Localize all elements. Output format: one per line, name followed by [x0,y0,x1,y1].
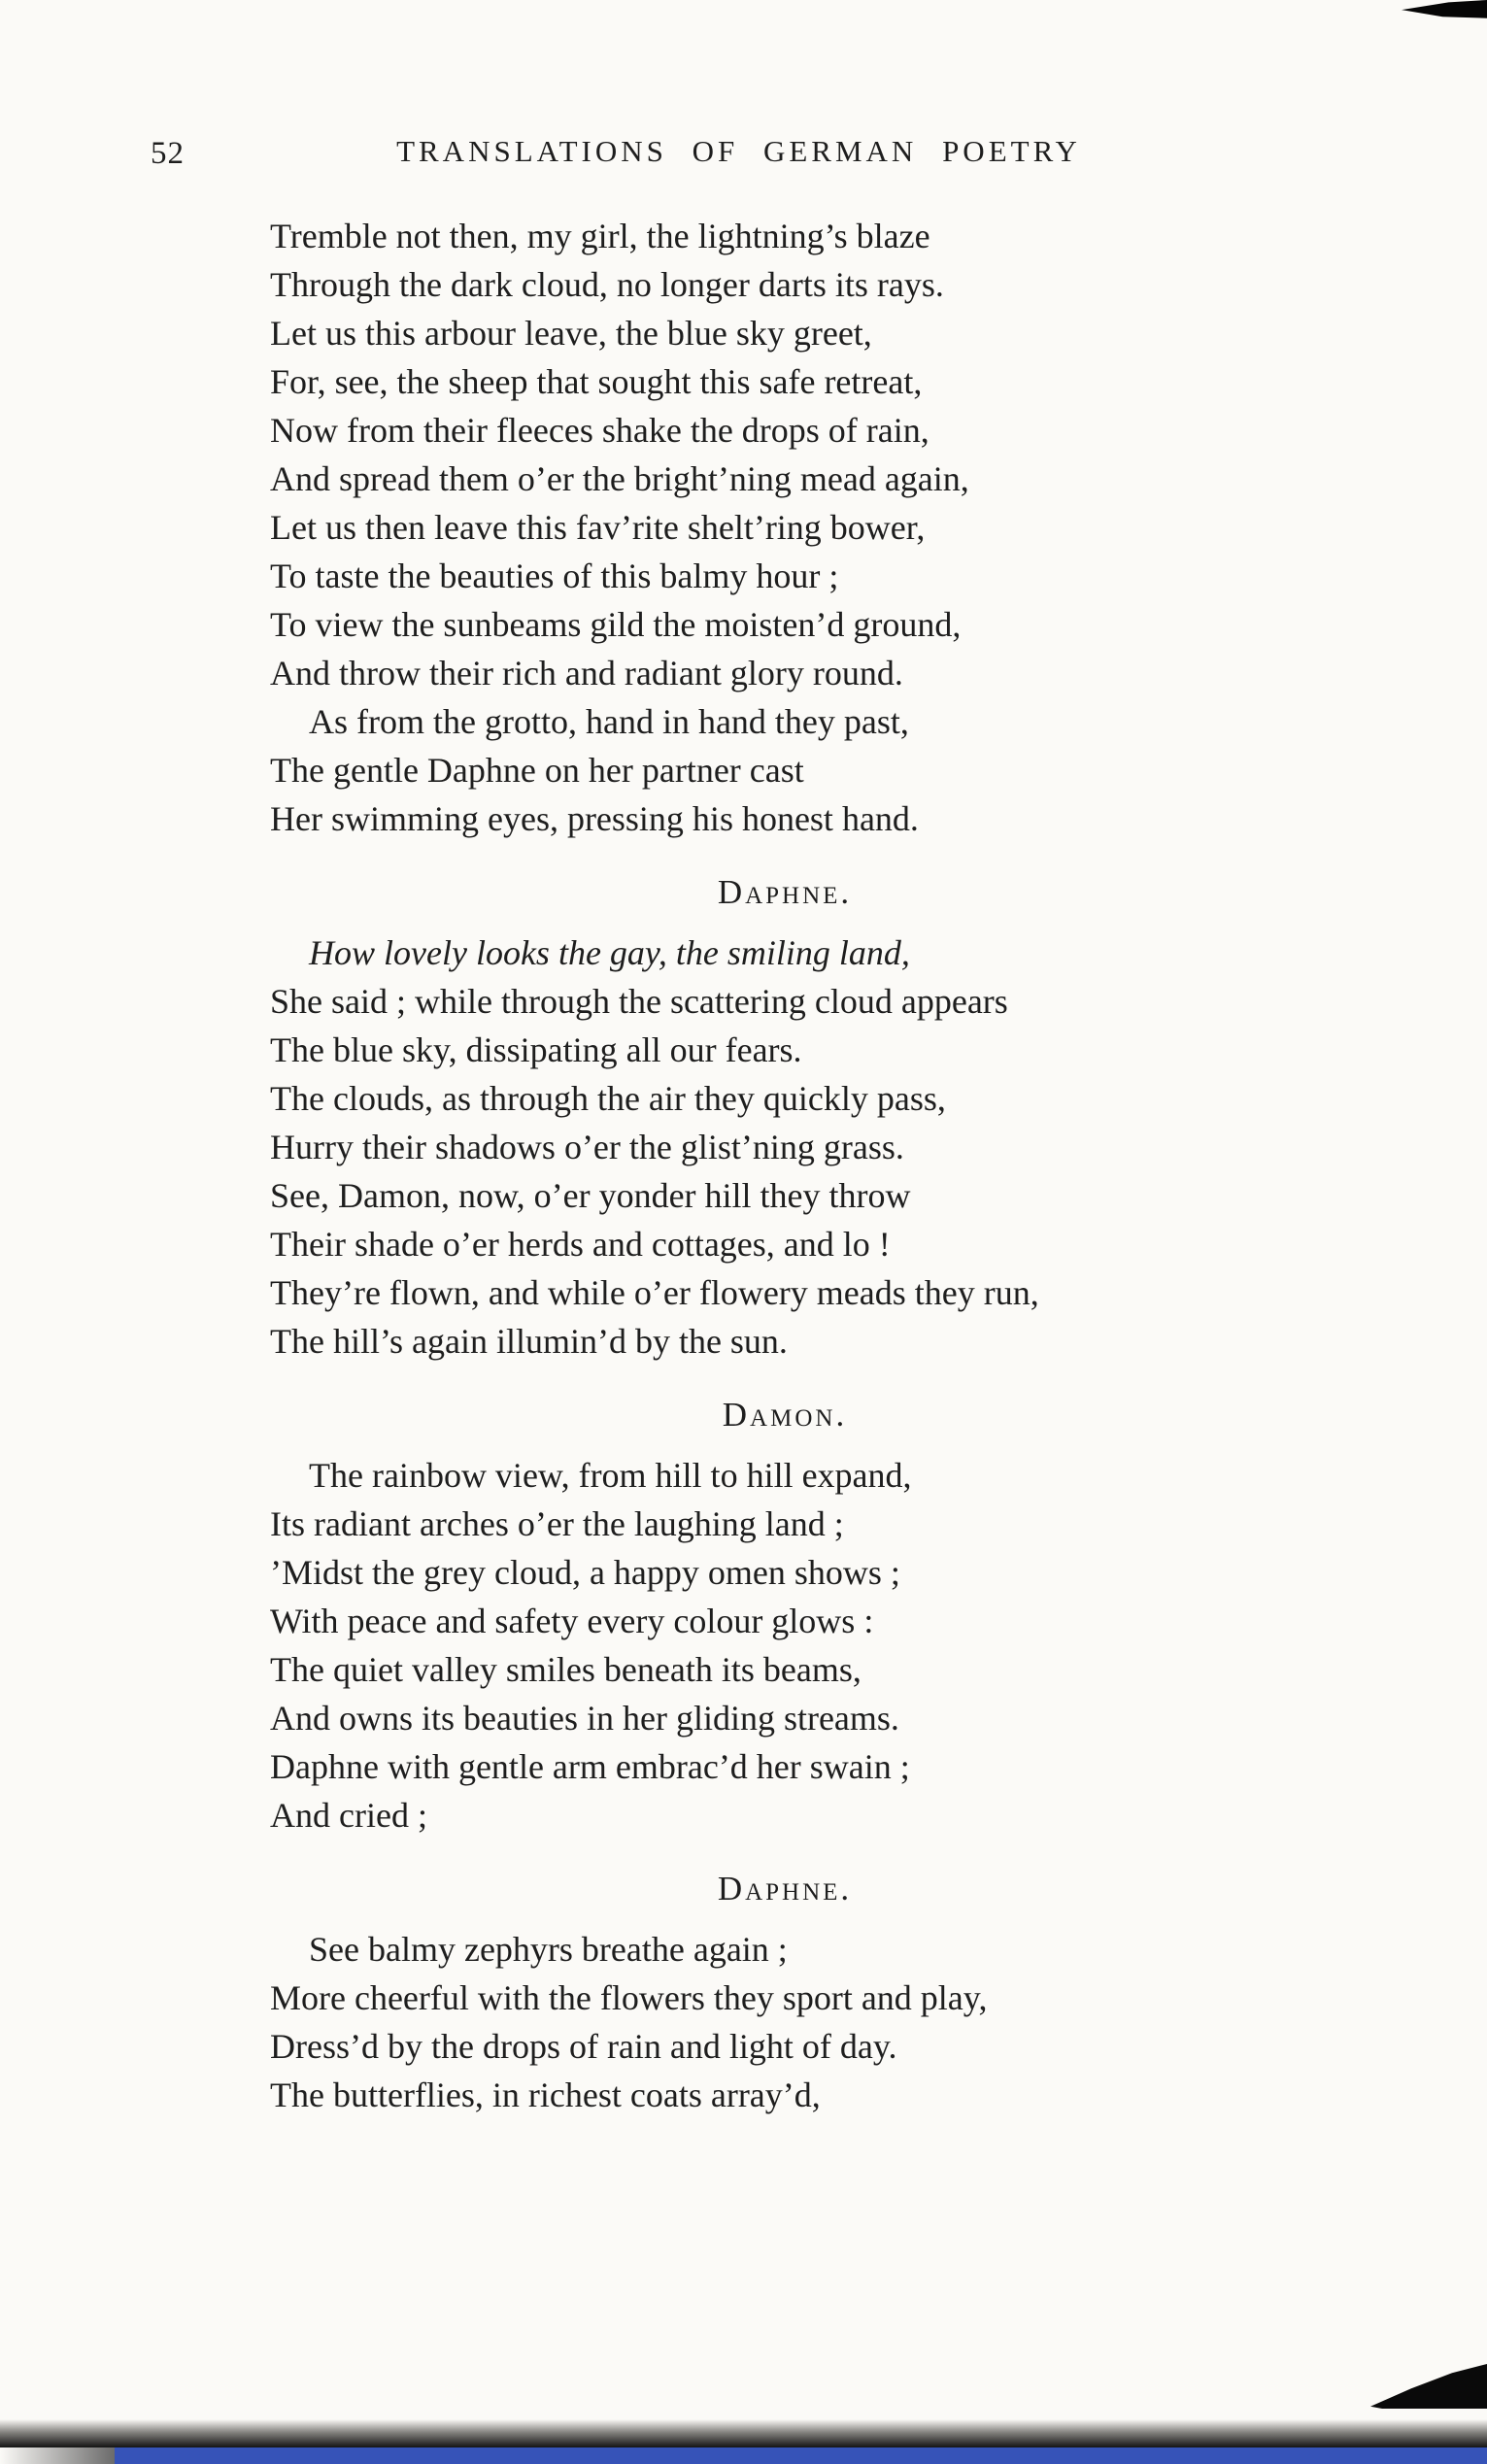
scan-bottom-edge-shadow [0,2419,1487,2448]
running-head: TRANSLATIONS OF GERMAN POETRY [396,134,1081,168]
poem-line: The gentle Daphne on her partner cast [270,751,804,790]
poem-line: The rainbow view, from hill to hill expand, [309,1456,912,1495]
scan-bottom-blue-strip [112,2447,1487,2464]
poem-line: And throw their rich and radiant glory round. [270,654,903,692]
stanza [270,1451,1300,1840]
poem-line: And owns its beauties in her gliding streams. [270,1699,899,1738]
poem-line: See balmy zephyrs breathe again ; [309,1930,788,1969]
poem-line: The clouds, as through the air they quickly pass, [270,1079,946,1118]
poem-line: To taste the beauties of this balmy hour ; [270,557,839,595]
poem-line: Tremble not then, my girl, the lightning’s blaze [270,217,930,255]
poem-line: The quiet valley smiles beneath its beams, [270,1650,862,1689]
poem-line: The blue sky, dissipating all our fears. [270,1030,802,1069]
scan-mark-top-right [1402,0,1487,23]
poem-line: More cheerful with the flowers they sport and play, [270,1978,988,2017]
poem-line: Daphne with gentle arm embrac’d her swain ; [270,1747,910,1786]
poem-line: Dress’d by the drops of rain and light of day. [270,2027,897,2066]
speaker-heading: Daphne. [717,1870,853,1907]
poem-line: Let us then leave this fav’rite shelt’ring bower, [270,508,926,547]
poem-line: Hurry their shadows o’er the glist’ning grass. [270,1128,904,1166]
poem-line: The hill’s again illumin’d by the sun. [270,1322,788,1361]
poem-line: Her swimming eyes, pressing his honest hand. [270,799,919,838]
stanza [270,928,1300,1366]
poem-line: For, see, the sheep that sought this safe retreat, [270,362,923,401]
speaker-heading: Damon. [722,1396,848,1434]
poem-line: Their shade o’er herds and cottages, and lo ! [270,1225,891,1264]
poem-line: The butterflies, in richest coats array’d, [270,2076,821,2114]
poem [270,212,1300,2119]
poem-line: They’re flown, and while o’er flowery meads they run, [270,1273,1039,1312]
poem-line: ’Midst the grey cloud, a happy omen shows ; [270,1553,900,1592]
poem-line: As from the grotto, hand in hand they past, [309,702,909,741]
scan-bottom-left-fade [0,2447,115,2464]
poem-line: Let us this arbour leave, the blue sky greet, [270,314,872,353]
poem-line: With peace and safety every colour glows : [270,1602,874,1640]
poem-line: Its radiant arches o’er the laughing land ; [270,1504,844,1543]
poem-line: To view the sunbeams gild the moisten’d ground, [270,605,962,644]
poem-line: She said ; while through the scattering cloud appears [270,982,1008,1021]
poem-line: See, Damon, now, o’er yonder hill they throw [270,1176,911,1215]
poem-line: And cried ; [270,1796,427,1835]
page-number: 52 [151,136,185,171]
poem-line: How lovely looks the gay, the smiling land, [309,933,910,972]
page-header [0,134,1487,177]
stanza [270,212,1300,843]
stanza [270,1925,1300,2119]
poem-line: Now from their fleeces shake the drops of rain, [270,411,929,450]
poem-line: And spread them o’er the bright’ning mead again, [270,459,969,498]
poem-line: Through the dark cloud, no longer darts its rays. [270,265,944,304]
scan-mark-bottom-right [1370,2364,1487,2409]
speaker-heading: Daphne. [717,873,853,911]
